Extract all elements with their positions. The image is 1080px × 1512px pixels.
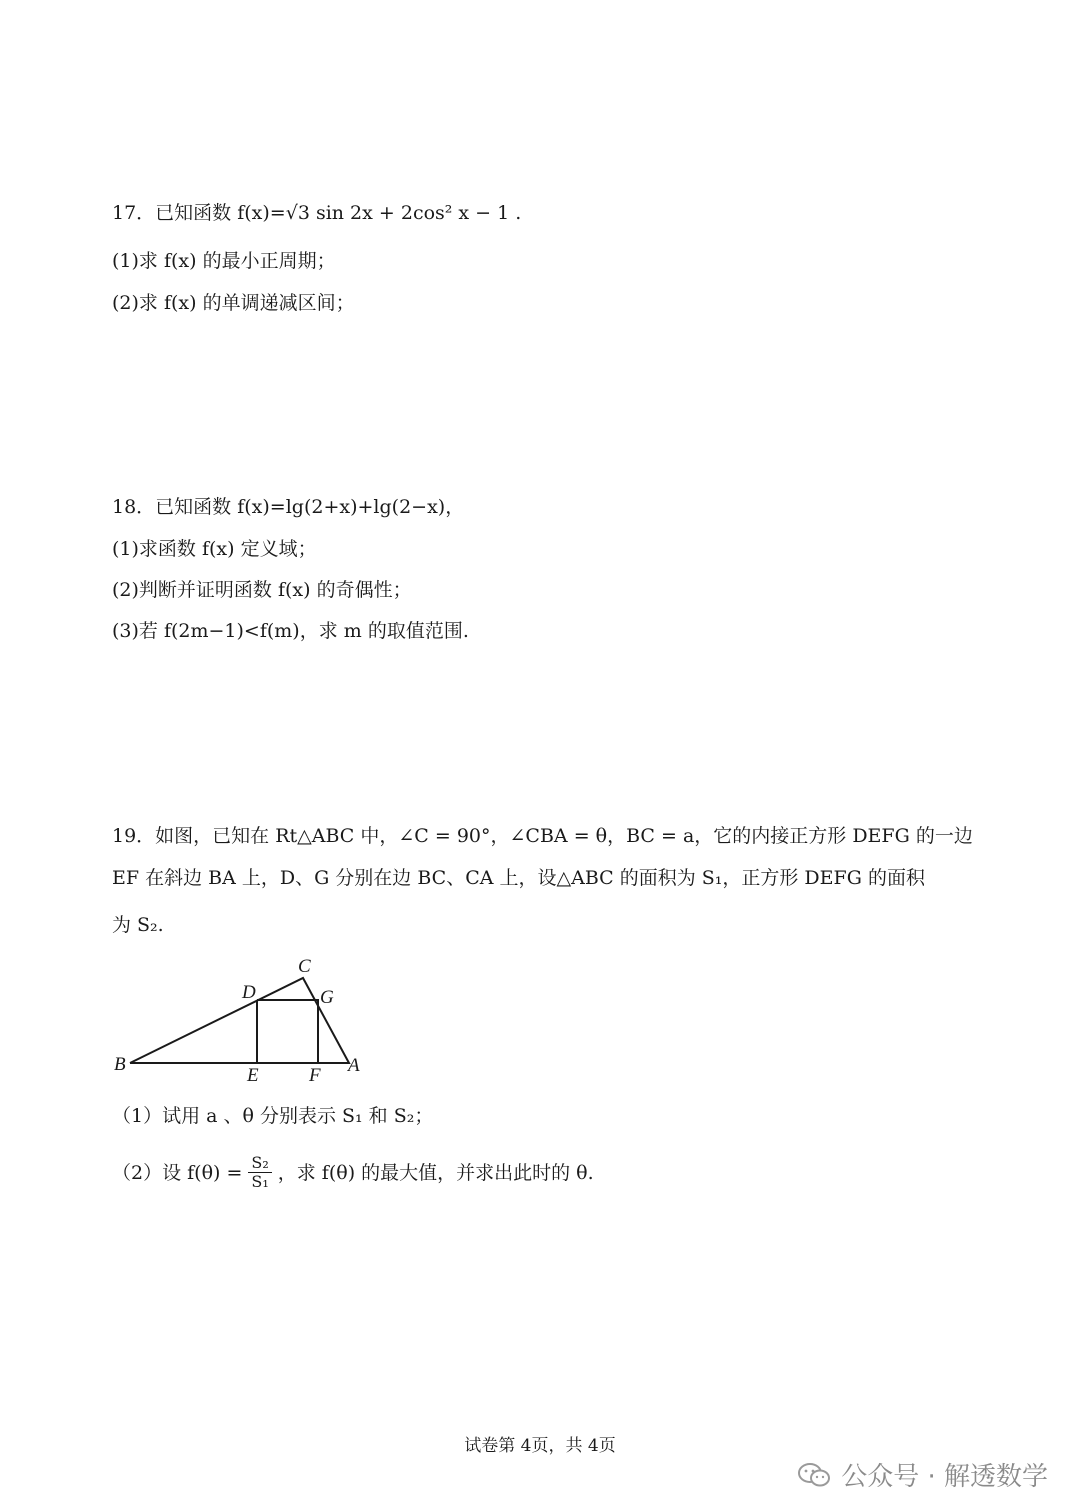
q19-sub1: （1）试用 a 、θ 分别表示 S₁ 和 S₂； [112, 1105, 434, 1127]
q17-part2: (2)求 f(x) 的单调递减区间； [112, 292, 355, 314]
q18-part2: (2)判断并证明函数 f(x) 的奇偶性； [112, 579, 412, 601]
page-footer: 试卷第 4页，共 4页 [464, 1436, 616, 1456]
q19-stem-line1: 19．如图，已知在 Rt△ABC 中，∠C = 90°，∠CBA = θ，BC = a，它的内接正方形 DEFG 的一边 [112, 825, 973, 847]
q19-fraction [248, 1154, 271, 1191]
fraction-denominator: S₁ [251, 1172, 269, 1191]
q17-part1: (1)求 f(x) 的最小正周期； [112, 250, 336, 272]
q19-sub2 [112, 1154, 594, 1191]
fraction-numerator: S₂ [248, 1154, 271, 1173]
q18-stem: 18．已知函数 f(x)=lg(2+x)+lg(2−x)， [112, 496, 465, 518]
q19-stem-line3: 为 S₂. [112, 914, 164, 936]
q18-part1: (1)求函数 f(x) 定义域； [112, 538, 317, 560]
label-e: E [247, 1065, 259, 1086]
q19-stem-line2: EF 在斜边 BA 上，D、G 分别在边 BC、CA 上，设△ABC 的面积为 S₁，正方形 DEFG 的面积 [112, 867, 925, 889]
watermark-text: 公众号 · 解透数学 [841, 1462, 1048, 1492]
label-f: F [309, 1065, 321, 1086]
q19-sub2-prefix: （2）设 f(θ) = [112, 1161, 243, 1184]
watermark [797, 1456, 1048, 1493]
q18-part3: (3)若 f(2m−1)<f(m)，求 m 的取值范围. [112, 620, 469, 642]
label-c: C [298, 956, 311, 977]
label-d: D [242, 982, 256, 1003]
label-g: G [320, 987, 334, 1008]
square-defg [257, 1000, 318, 1063]
wechat-icon [797, 1461, 831, 1489]
triangle-diagram [108, 950, 378, 1090]
triangle-abc [130, 978, 349, 1063]
label-b: B [114, 1054, 126, 1075]
label-a: A [348, 1055, 360, 1076]
q17-stem: 17．已知函数 f(x)=√3 sin 2x + 2cos² x − 1 . [112, 202, 522, 224]
q19-sub2-suffix: ，求 f(θ) 的最大值，并求出此时的 θ. [277, 1161, 594, 1184]
